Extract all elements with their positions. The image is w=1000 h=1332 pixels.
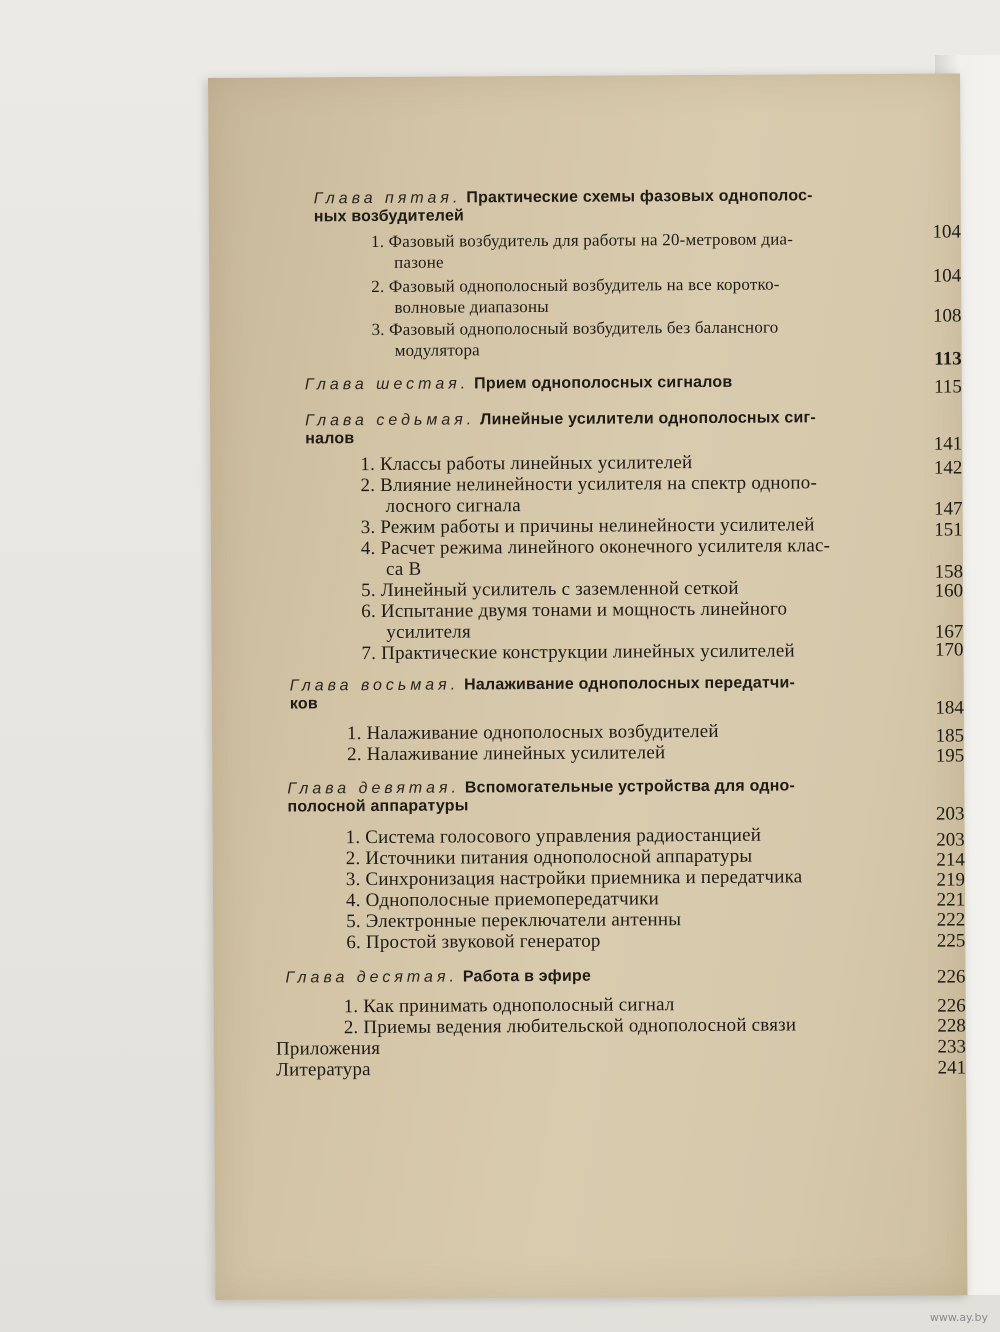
toc-entry: 4. Однополосные приемопередатчики xyxy=(345,888,660,912)
chapter-5-heading xyxy=(314,184,813,209)
chapter-title: Практические схемы фазовых однополос- xyxy=(466,187,813,207)
toc-entry: 1. Налаживание однополосных возбудителей xyxy=(346,720,719,745)
toc-entry-continued: усилителя xyxy=(386,621,471,643)
chapter-7-heading xyxy=(305,406,816,431)
page-number: 226 xyxy=(936,966,966,988)
toc-entry: 5. Электронные переключатели антенны xyxy=(346,909,682,933)
toc-entry-continued: лосного сигнала xyxy=(385,495,521,517)
page-number: 195 xyxy=(935,745,965,767)
toc-entry-continued: волновые диапазоны xyxy=(394,296,549,317)
page-number: 225 xyxy=(936,930,966,952)
chapter-title-continued: полосной аппаратуры xyxy=(287,797,469,816)
toc-entry: 2. Влияние нелинейности усилителя на спектр однопо- xyxy=(360,472,818,497)
chapter-title-continued: налов xyxy=(305,430,355,448)
page-number: 233 xyxy=(937,1036,966,1058)
chapter-8-heading xyxy=(290,671,795,696)
chapter-title: Линейные усилители однополосных сиг- xyxy=(480,409,816,429)
chapter-title-continued: ков xyxy=(289,695,318,713)
toc-entry-continued: са В xyxy=(385,558,422,580)
toc-entry: 1. Классы работы линейных усилителей xyxy=(360,452,693,476)
toc-entry: 2. Источники питания однополосной аппаратуры xyxy=(345,845,753,870)
toc-entry: 7. Практические конструкции линейных усилителей xyxy=(361,640,795,665)
page-number: 214 xyxy=(936,849,965,871)
chapter-label: Глава шестая. xyxy=(304,375,470,394)
appendix-entry: Приложения xyxy=(275,1037,381,1060)
chapter-label: Глава восьмая. xyxy=(289,676,460,695)
toc-entry: 5. Линейный усилитель с заземленной сеткой xyxy=(361,577,739,602)
page-number: 228 xyxy=(937,1015,966,1037)
chapter-title: Налаживание однополосных передатчи- xyxy=(464,674,796,694)
toc-entry: 2. Налаживание линейных усилителей xyxy=(347,742,666,766)
page-number: 226 xyxy=(937,995,966,1017)
watermark: www.ay.by xyxy=(929,1311,988,1324)
toc-entry: 3. Режим работы и причины нелинейности усилителей xyxy=(360,514,815,539)
toc-entry: 4. Расчет режима линейного оконечного усилителя клас- xyxy=(360,535,831,560)
page-number: 221 xyxy=(936,889,966,911)
chapter-title: Прием однополосных сигналов xyxy=(474,373,733,393)
page-number: 158 xyxy=(934,561,964,583)
page-number: 219 xyxy=(936,869,965,891)
toc-entry: 1. Фазовый возбудитель для работы на 20-метровом диа- xyxy=(370,229,794,252)
chapter-label: Глава девятая. xyxy=(287,779,460,798)
page-number: 241 xyxy=(937,1057,967,1079)
page-number: 141 xyxy=(933,433,963,455)
chapter-10-heading xyxy=(285,965,591,989)
page-number: 203 xyxy=(935,803,965,825)
toc-entry: 6. Простой звуковой генератор xyxy=(346,930,601,954)
page-number: 167 xyxy=(934,621,964,643)
toc-entry: 2. Приемы ведения любительской однополосной связи xyxy=(343,1014,797,1039)
chapter-title: Работа в эфире xyxy=(462,967,592,986)
page-number: 108 xyxy=(932,305,962,327)
chapter-title-continued: ных возбудителей xyxy=(313,207,465,226)
page-number: 115 xyxy=(934,376,962,398)
toc-entry-continued: модулятора xyxy=(394,340,480,360)
table-of-contents xyxy=(208,73,967,1300)
toc-entry: 3. Синхронизация настройки приемника и передатчика xyxy=(345,866,803,891)
chapter-label: Глава седьмая. xyxy=(305,411,476,430)
chapter-title: Вспомогательные устройства для одно- xyxy=(464,777,796,797)
chapter-label: Глава десятая. xyxy=(285,968,458,987)
page-number: 104 xyxy=(932,221,962,243)
page-number: 104 xyxy=(932,265,962,287)
page-number: 203 xyxy=(936,829,965,851)
page-number: 222 xyxy=(936,909,966,931)
page-number: 113 xyxy=(934,348,962,370)
toc-entry: 6. Испытание двумя тонами и мощность линейного xyxy=(361,598,788,623)
chapter-6-heading xyxy=(305,371,733,396)
toc-entry-continued: пазоне xyxy=(394,252,444,272)
page-number: 170 xyxy=(934,639,964,661)
page-number: 142 xyxy=(933,457,963,479)
page-number: 147 xyxy=(934,498,963,520)
page-number: 151 xyxy=(934,519,963,541)
chapter-9-heading xyxy=(287,774,795,799)
toc-entry: 1. Как принимать однополосный сигнал xyxy=(343,994,675,1018)
page-number: 185 xyxy=(935,725,965,747)
page-number: 184 xyxy=(935,697,964,719)
toc-entry: 2. Фазовый однополосный возбудитель на все коротко- xyxy=(371,274,780,297)
book-page xyxy=(208,73,967,1300)
page-number: 160 xyxy=(934,580,964,602)
toc-entry: 1. Система голосового управления радиостанцией xyxy=(345,824,762,849)
toc-entry: 3. Фазовый однополосный возбудитель без балансного xyxy=(371,317,779,340)
literature-entry: Литература xyxy=(275,1059,371,1081)
chapter-label: Глава пятая. xyxy=(313,189,462,208)
